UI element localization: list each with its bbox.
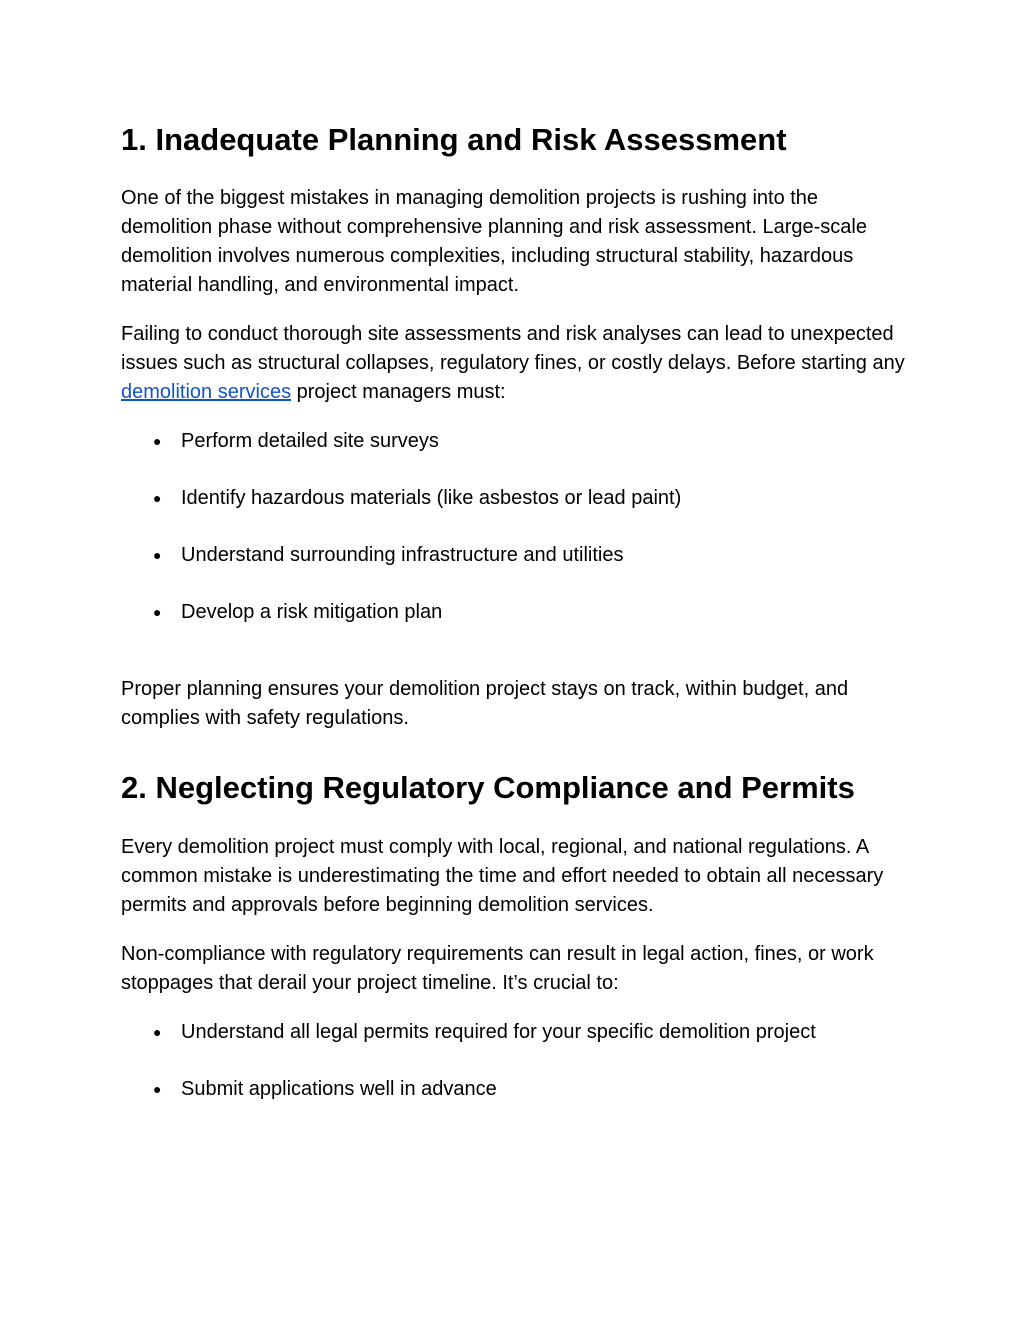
- section-1-paragraph-2-text-after: project managers must:: [291, 381, 506, 403]
- bullet-icon: ●: [153, 1024, 162, 1040]
- list-item: [121, 598, 911, 627]
- bullet-icon: ●: [153, 1081, 162, 1097]
- section-2-paragraph-2: Non-compliance with regulatory requirements can result in legal action, fines, or work stoppages that derail your project timeline. It’s crucial to:: [121, 943, 874, 994]
- document-page: [121, 118, 911, 1104]
- section-1-bullet-list: [121, 427, 911, 627]
- section-1-paragraph-2-text-before: Failing to conduct thorough site assessments and risk analyses can lead to unexpected issues such as structural collapses, regulatory fines, or costly delays. Before starting any: [121, 323, 905, 374]
- list-item: [121, 1018, 911, 1047]
- list-item: [121, 484, 911, 513]
- list-item-text: Submit applications well in advance: [181, 1078, 497, 1100]
- list-item-text: Identify hazardous materials (like asbestos or lead paint): [181, 487, 682, 509]
- bullet-icon: ●: [153, 490, 162, 506]
- section-2-bullet-list: [121, 1018, 911, 1104]
- section-1-paragraph-2: [121, 320, 911, 407]
- list-item: [121, 427, 911, 456]
- list-item: [121, 541, 911, 570]
- list-item: [121, 1075, 911, 1104]
- demolition-services-link[interactable]: demolition services: [121, 381, 292, 403]
- list-item-text: Understand surrounding infrastructure and utilities: [181, 544, 624, 566]
- bullet-icon: ●: [153, 547, 162, 563]
- list-item-text: Develop a risk mitigation plan: [181, 601, 443, 623]
- section-2-paragraph-1: Every demolition project must comply with local, regional, and national regulations. A common mistake is underestimating the time and effort needed to obtain all necessary permits and approvals before beginning demolition services.: [121, 836, 884, 916]
- list-item-text: Perform detailed site surveys: [181, 430, 439, 452]
- section-1-paragraph-3: Proper planning ensures your demolition project stays on track, within budget, and complies with safety regulations.: [121, 678, 849, 729]
- list-item-text: Understand all legal permits required for your specific demolition project: [181, 1021, 816, 1043]
- section-1-heading: 1. Inadequate Planning and Risk Assessment: [121, 122, 787, 157]
- bullet-icon: ●: [153, 604, 162, 620]
- section-1-paragraph-1: One of the biggest mistakes in managing demolition projects is rushing into the demolition phase without comprehensive planning and risk assessment. Large-scale demolition involves numerous complexities, including structural stability, hazardous material handling, and environmental impact.: [121, 187, 867, 296]
- bullet-icon: ●: [153, 433, 162, 449]
- section-2-heading: 2. Neglecting Regulatory Compliance and Permits: [121, 770, 855, 805]
